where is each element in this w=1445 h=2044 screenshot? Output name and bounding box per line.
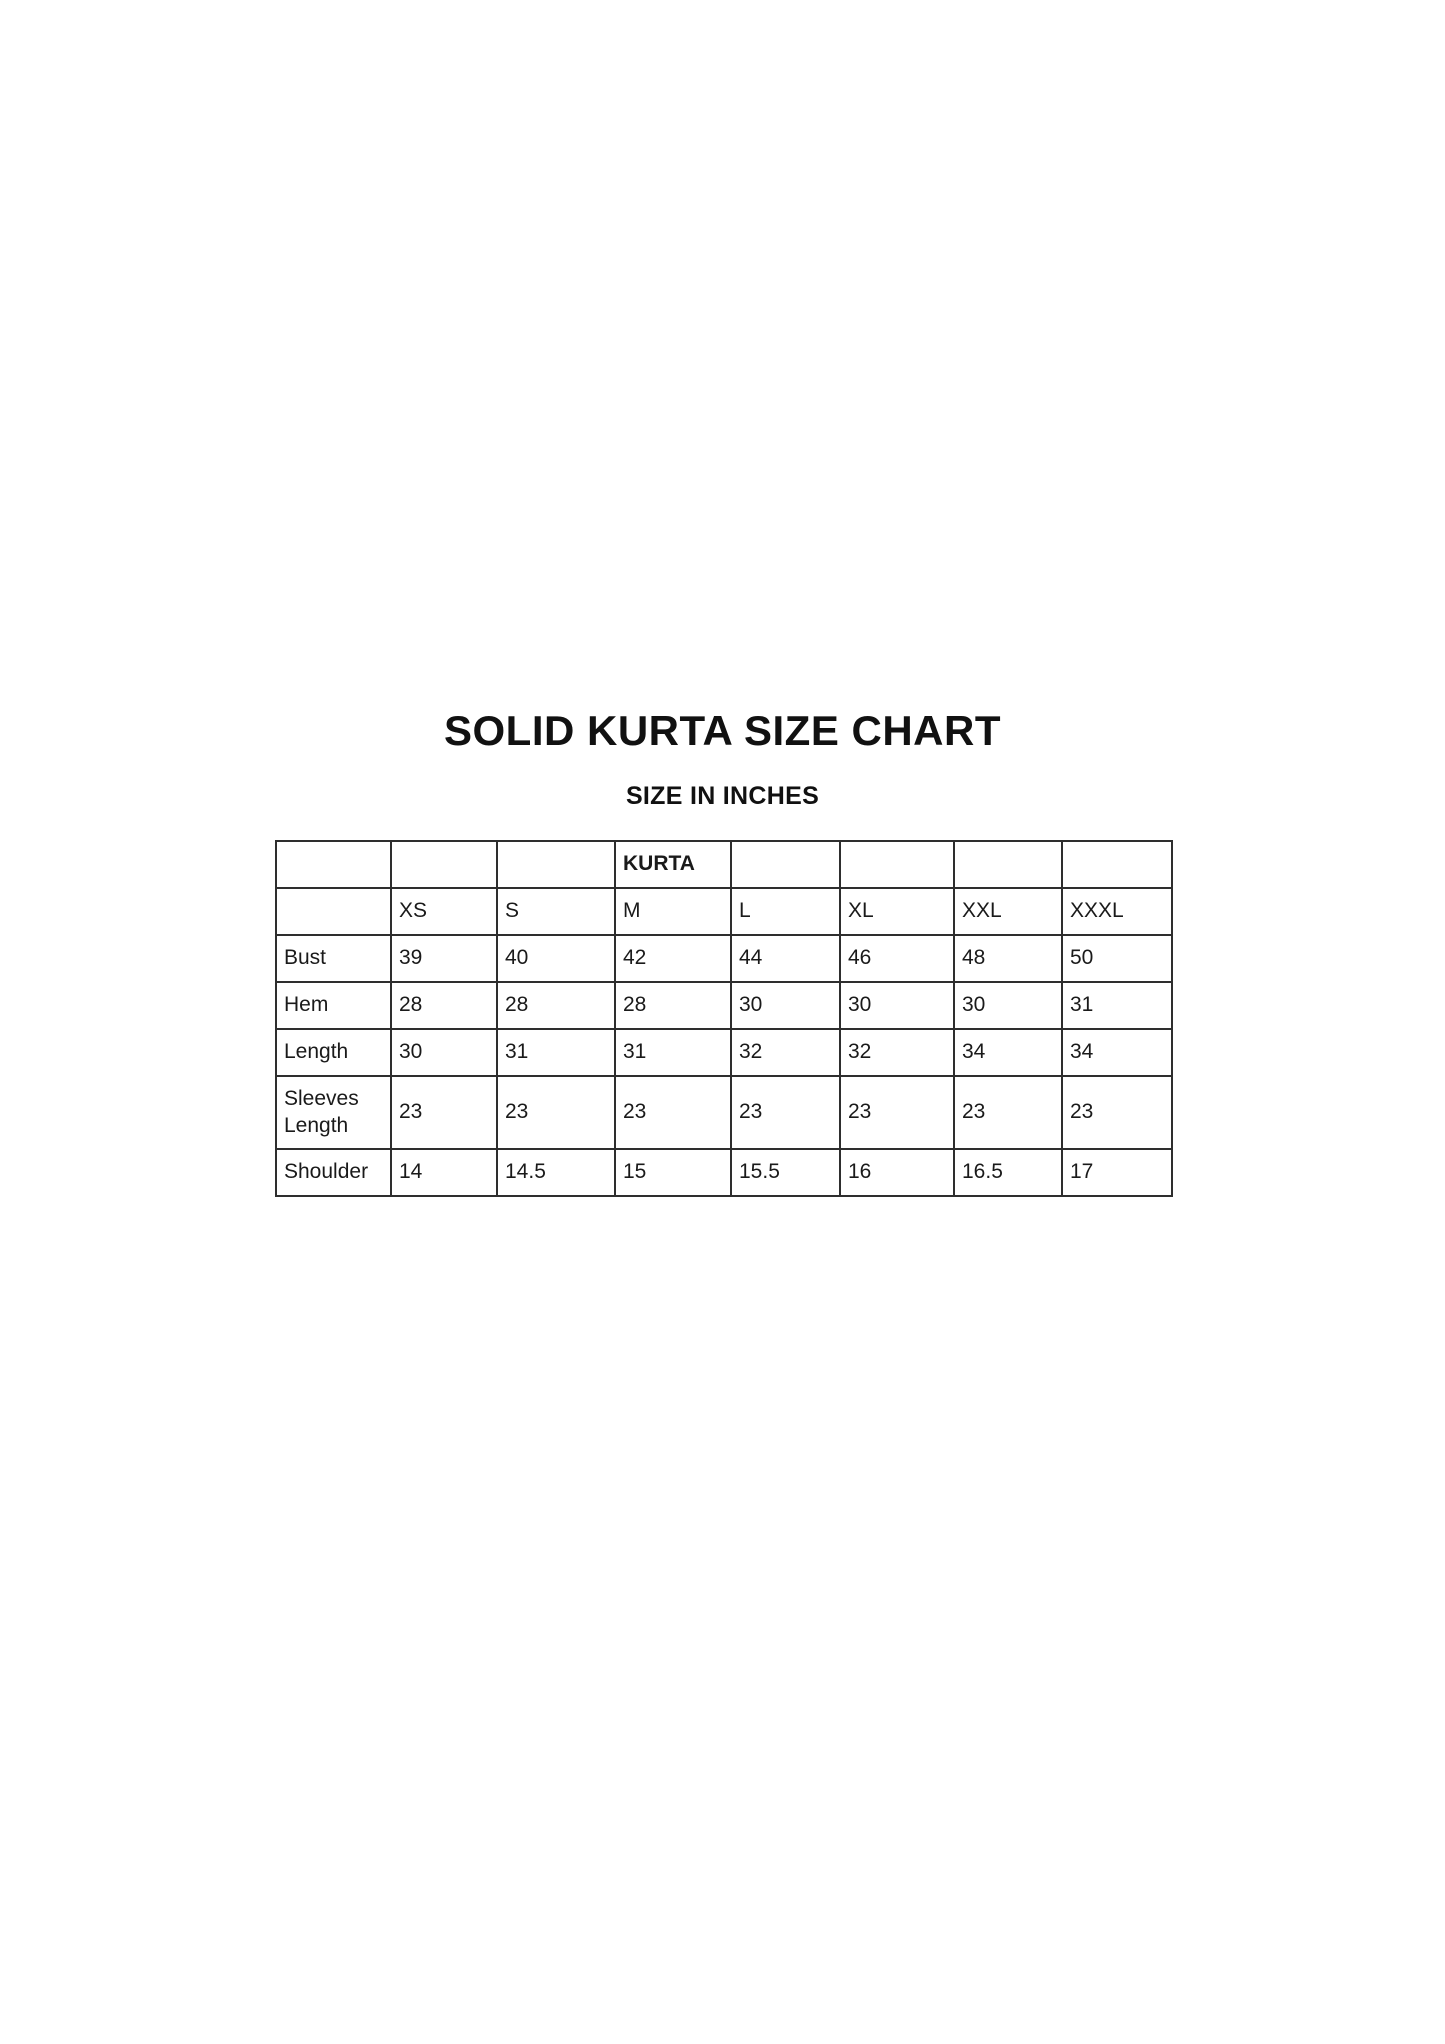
table-row-bust <box>276 935 1172 982</box>
hem-value-s: 28 <box>497 982 615 1029</box>
length-value-l: 32 <box>731 1029 840 1076</box>
row-label-bust: Bust <box>276 935 391 982</box>
length-value-s: 31 <box>497 1029 615 1076</box>
shoulder-value-xxxl: 17 <box>1062 1149 1172 1196</box>
length-value-xxl: 34 <box>954 1029 1062 1076</box>
bust-value-xxl: 48 <box>954 935 1062 982</box>
hem-value-m: 28 <box>615 982 731 1029</box>
size-header-xxxl: XXXL <box>1062 888 1172 935</box>
sleeves-value-m: 23 <box>615 1076 731 1149</box>
row-label-shoulder: Shoulder <box>276 1149 391 1196</box>
bust-value-s: 40 <box>497 935 615 982</box>
page-title: SOLID KURTA SIZE CHART <box>444 707 1001 754</box>
length-value-xl: 32 <box>840 1029 954 1076</box>
bust-value-xxxl: 50 <box>1062 935 1172 982</box>
empty-cell <box>276 841 391 888</box>
size-header-l: L <box>731 888 840 935</box>
kurta-group-header: KURTA <box>615 841 731 888</box>
size-header-xs: XS <box>391 888 497 935</box>
empty-cell <box>954 841 1062 888</box>
table-row-group-header <box>276 841 1172 888</box>
hem-value-xxl: 30 <box>954 982 1062 1029</box>
size-header-m: M <box>615 888 731 935</box>
shoulder-value-l: 15.5 <box>731 1149 840 1196</box>
size-header-xxl: XXL <box>954 888 1062 935</box>
sleeves-value-xxxl: 23 <box>1062 1076 1172 1149</box>
shoulder-value-s: 14.5 <box>497 1149 615 1196</box>
table-row-sleeves-length <box>276 1076 1172 1149</box>
size-chart-table <box>275 840 1173 1197</box>
empty-cell <box>391 841 497 888</box>
empty-cell <box>731 841 840 888</box>
table-row-hem <box>276 982 1172 1029</box>
hem-value-l: 30 <box>731 982 840 1029</box>
empty-cell <box>1062 841 1172 888</box>
length-value-xxxl: 34 <box>1062 1029 1172 1076</box>
hem-value-xxxl: 31 <box>1062 982 1172 1029</box>
shoulder-value-m: 15 <box>615 1149 731 1196</box>
length-value-xs: 30 <box>391 1029 497 1076</box>
table-row-shoulder <box>276 1149 1172 1196</box>
empty-cell <box>497 841 615 888</box>
row-label-sleeves-length: Sleeves Length <box>276 1076 391 1149</box>
sleeves-value-s: 23 <box>497 1076 615 1149</box>
sleeves-value-xl: 23 <box>840 1076 954 1149</box>
bust-value-xl: 46 <box>840 935 954 982</box>
page-subtitle: SIZE IN INCHES <box>625 782 820 810</box>
bust-value-xs: 39 <box>391 935 497 982</box>
size-header-xl: XL <box>840 888 954 935</box>
hem-value-xl: 30 <box>840 982 954 1029</box>
bust-value-l: 44 <box>731 935 840 982</box>
table-row-length <box>276 1029 1172 1076</box>
bust-value-m: 42 <box>615 935 731 982</box>
shoulder-value-xl: 16 <box>840 1149 954 1196</box>
row-label-length: Length <box>276 1029 391 1076</box>
sleeves-value-xs: 23 <box>391 1076 497 1149</box>
hem-value-xs: 28 <box>391 982 497 1029</box>
row-label-hem: Hem <box>276 982 391 1029</box>
table-row-size-headers <box>276 888 1172 935</box>
size-header-s: S <box>497 888 615 935</box>
empty-cell <box>840 841 954 888</box>
sleeves-value-xxl: 23 <box>954 1076 1062 1149</box>
sleeves-value-l: 23 <box>731 1076 840 1149</box>
shoulder-value-xxl: 16.5 <box>954 1149 1062 1196</box>
length-value-m: 31 <box>615 1029 731 1076</box>
empty-cell <box>276 888 391 935</box>
shoulder-value-xs: 14 <box>391 1149 497 1196</box>
